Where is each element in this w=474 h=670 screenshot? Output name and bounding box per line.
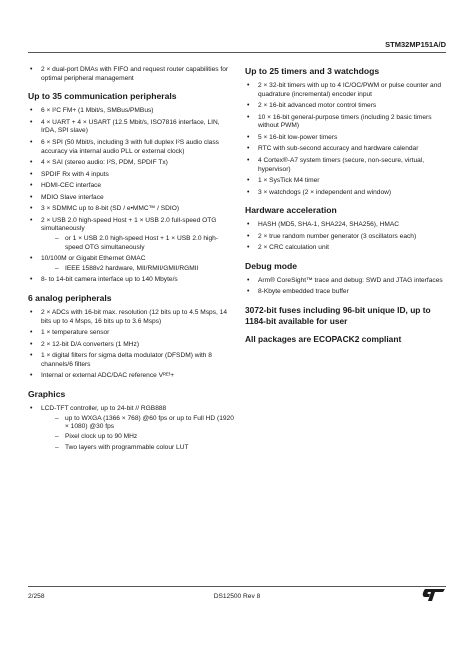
list-item: • 1 × SysTick M4 timer: [245, 177, 451, 186]
right-column: [245, 66, 451, 352]
ethernet-sublist: [41, 265, 234, 274]
graphics-list: [28, 405, 234, 453]
doc-id-header: STM32MP151A/D: [385, 40, 446, 49]
st-logo-shape: [423, 589, 445, 601]
list-item: • 4 × UART + 4 × USART (12.5 Mbit/s, ISO7816 interface, LIN, IrDA, SPI slave): [28, 119, 234, 136]
list-item: • HDMI-CEC interface: [28, 182, 234, 191]
left-column: [28, 66, 234, 455]
section-title-timers: Up to 25 timers and 3 watchdogs: [245, 66, 380, 76]
header-rule: [28, 52, 446, 53]
usb-sublist: [41, 235, 234, 252]
list-item: • SPDIF Rx with 4 inputs: [28, 171, 234, 180]
ecopack-statement: All packages are ECOPACK2 compliant: [245, 333, 402, 344]
list-item: • Internal or external ADC/DAC reference Vᴿᴱᶠ+: [28, 372, 234, 381]
list-item: • 4 Cortex®-A7 system timers (secure, non-secure, virtual, hypervisor): [245, 157, 451, 174]
list-item: • RTC with sub-second accuracy and hardware calendar: [245, 145, 451, 154]
list-item: • 2 × CRC calculation unit: [245, 244, 451, 253]
section-title-graphics: Graphics: [28, 388, 66, 399]
list-item: • 2 × true random number generator (3 oscillators each): [245, 233, 451, 242]
graphics-sublist: [41, 415, 234, 453]
page-number: 2/258: [28, 593, 45, 600]
list-item-usb: [28, 217, 234, 253]
section-title-analog: 6 analog peripherals: [28, 292, 112, 303]
list-item: • 6 × SPI (50 Mbit/s, including 3 with full duplex I²S audio class accuracy via internal audio PLL or external clock): [28, 139, 234, 156]
sub-list-item: – Two layers with programmable colour LUT: [41, 444, 234, 453]
list-item: • 2 × dual-port DMAs with FIFO and request router capabilities for optimal peripheral management: [28, 66, 234, 83]
sub-list-item: – Pixel clock up to 90 MHz: [41, 433, 234, 442]
footer-rule: [28, 586, 446, 587]
lcd-text: LCD-TFT controller, up to 24-bit // RGB888: [41, 404, 167, 412]
list-item: • MDIO Slave interface: [28, 194, 234, 203]
sub-list-item: – up to WXGA (1366 × 768) @60 fps or up to Full HD (1920 × 1080) @30 fps: [41, 415, 234, 432]
intro-list: [28, 66, 234, 83]
list-item: • 6 × I²C FM+ (1 Mbit/s, SMBus/PMBus): [28, 107, 234, 116]
list-item: • 2 × 32-bit timers with up to 4 IC/OC/PWM or pulse counter and quadrature (incremental) encoder input: [245, 82, 451, 99]
list-item-lcd: [28, 405, 234, 453]
st-logo-icon: [422, 588, 446, 602]
list-item: • 5 × 16-bit low-power timers: [245, 134, 451, 143]
section-title-communication: Up to 35 communication peripherals: [28, 91, 177, 102]
list-item: • 1 × temperature sensor: [28, 329, 234, 338]
section-title-hw-accel: Hardware acceleration: [245, 205, 337, 216]
sub-list-item: – or 1 × USB 2.0 high-speed Host + 1 × USB 2.0 high-speed OTG simultaneously: [41, 235, 234, 252]
list-item: • HASH (MD5, SHA-1, SHA224, SHA256), HMAC: [245, 221, 451, 230]
list-item: • 1 × digital filters for sigma delta modulator (DFSDM) with 8 channels/6 filters: [28, 352, 234, 369]
sub-list-item: – IEEE 1588v2 hardware, MII/RMII/GMII/RGMII: [41, 265, 234, 274]
list-item: • Arm® CoreSight™ trace and debug: SWD and JTAG interfaces: [245, 277, 451, 286]
usb-text: 2 × USB 2.0 high-speed Host + 1 × USB 2.0 full-speed OTG simultaneously: [41, 216, 217, 233]
list-item: • 3 × watchdogs (2 × independent and window): [245, 189, 451, 198]
communication-list: [28, 107, 234, 285]
list-item: • 10 × 16-bit general-purpose timers (including 2 basic timers without PWM): [245, 114, 451, 131]
list-item: • 3 × SDMMC up to 8-bit (SD / e•MMC™ / SDIO): [28, 205, 234, 214]
doc-revision: DS12500 Rev 8: [213, 593, 261, 600]
fuses-statement: 3072-bit fuses including 96-bit unique ID, up to 1184-bit available for user: [245, 304, 431, 326]
debug-list: [245, 277, 451, 297]
list-item: • 2 × 12-bit D/A converters (1 MHz): [28, 341, 234, 350]
list-item: • 8- to 14-bit camera interface up to 140 Mbyte/s: [28, 276, 234, 285]
timers-list: [245, 82, 451, 197]
list-item-ethernet: [28, 255, 234, 273]
list-item: • 2 × 16-bit advanced motor control timers: [245, 102, 451, 111]
list-item: • 8-Kbyte embedded trace buffer: [245, 288, 451, 297]
analog-list: [28, 309, 234, 381]
hw-accel-list: [245, 221, 451, 253]
section-title-debug: Debug mode: [245, 260, 298, 271]
ethernet-text: 10/100M or Gigabit Ethernet GMAC: [41, 255, 146, 263]
list-item: • 4 × SAI (stereo audio: I²S, PDM, SPDIF Tx): [28, 159, 234, 168]
list-item: • 2 × ADCs with 16-bit max. resolution (12 bits up to 4.5 Msps, 14 bits up to 4 Msps, 16 bits up to 3.6 Msps): [28, 309, 234, 326]
